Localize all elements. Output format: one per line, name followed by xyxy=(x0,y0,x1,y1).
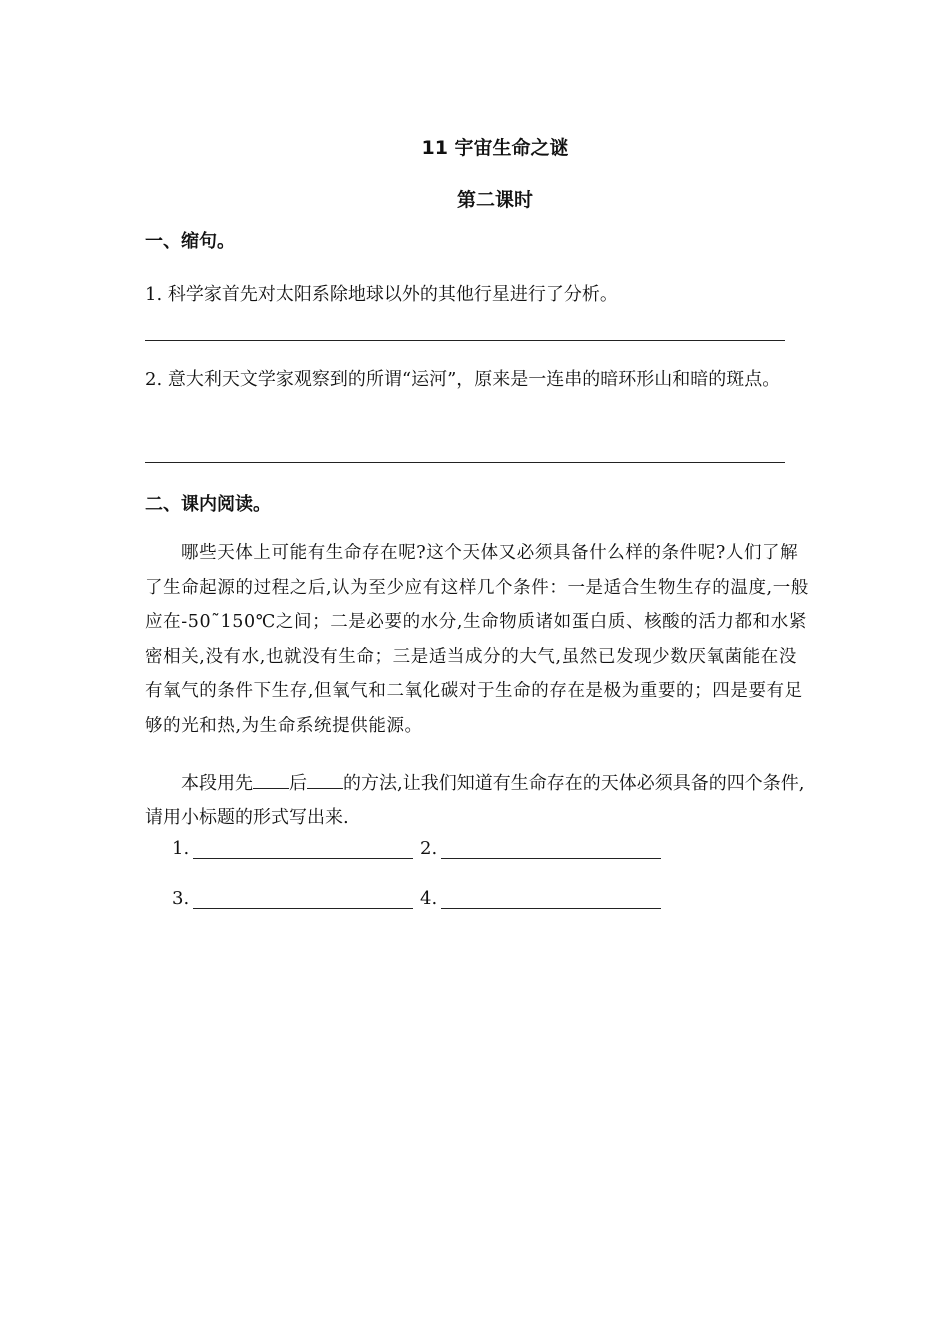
answer-number: 2. xyxy=(420,838,438,859)
answer-blank-4[interactable] xyxy=(441,888,661,909)
section-heading-condense: 一、缩句。 xyxy=(145,231,235,252)
task-text-1: 本段用先 xyxy=(181,773,253,794)
blank-first[interactable] xyxy=(253,772,289,789)
blank-then[interactable] xyxy=(307,772,343,789)
answer-number: 3. xyxy=(172,888,190,909)
section-heading-reading: 二、课内阅读。 xyxy=(145,494,271,515)
answer-blank-1[interactable] xyxy=(193,838,413,859)
answer-item-4 xyxy=(420,888,661,909)
question-1: 1. 科学家首先对太阳系除地球以外的其他行星进行了分析。 xyxy=(145,284,618,305)
reading-task xyxy=(145,767,810,835)
answer-blank-3[interactable] xyxy=(193,888,413,909)
lesson-subtitle: 第二课时 xyxy=(456,189,533,211)
answer-number: 4. xyxy=(420,888,438,909)
task-text-3: 的方法,让我们知道有生命存在的天体必须具备的四个条件,请用小标题的形式写出来. xyxy=(145,773,805,828)
answer-line-1[interactable] xyxy=(145,340,785,341)
answer-item-1 xyxy=(172,838,413,859)
reading-passage: 哪些天体上可能有生命存在呢?这个天体又必须具备什么样的条件呢?人们了解了生命起源的过程之后,认为至少应有这样几个条件：一是适合生物生存的温度,一般应在-50˜150℃之间；二是必要的水分,生命物质诸如蛋白质、核酸的活力都和水紧密相关,没有水,也就没有生命；三是适当成分的大气,虽然已发现少数厌氧菌能在没有氧气的条件下生存,但氧气和二氧化碳对于生命的存在是极为重要的；四是要有足够的光和热,为生命系统提供能源。 xyxy=(145,543,809,736)
task-text-2: 后 xyxy=(289,773,307,794)
question-2: 2. 意大利天文学家观察到的所谓“运河”，原来是一连串的暗环形山和暗的斑点。 xyxy=(145,369,781,390)
answer-item-3 xyxy=(172,888,413,909)
answer-item-2 xyxy=(420,838,661,859)
answer-blank-2[interactable] xyxy=(441,838,661,859)
page-title: 11 宇宙生命之谜 xyxy=(421,137,569,159)
answer-line-2[interactable] xyxy=(145,462,785,463)
answer-number: 1. xyxy=(172,838,190,859)
